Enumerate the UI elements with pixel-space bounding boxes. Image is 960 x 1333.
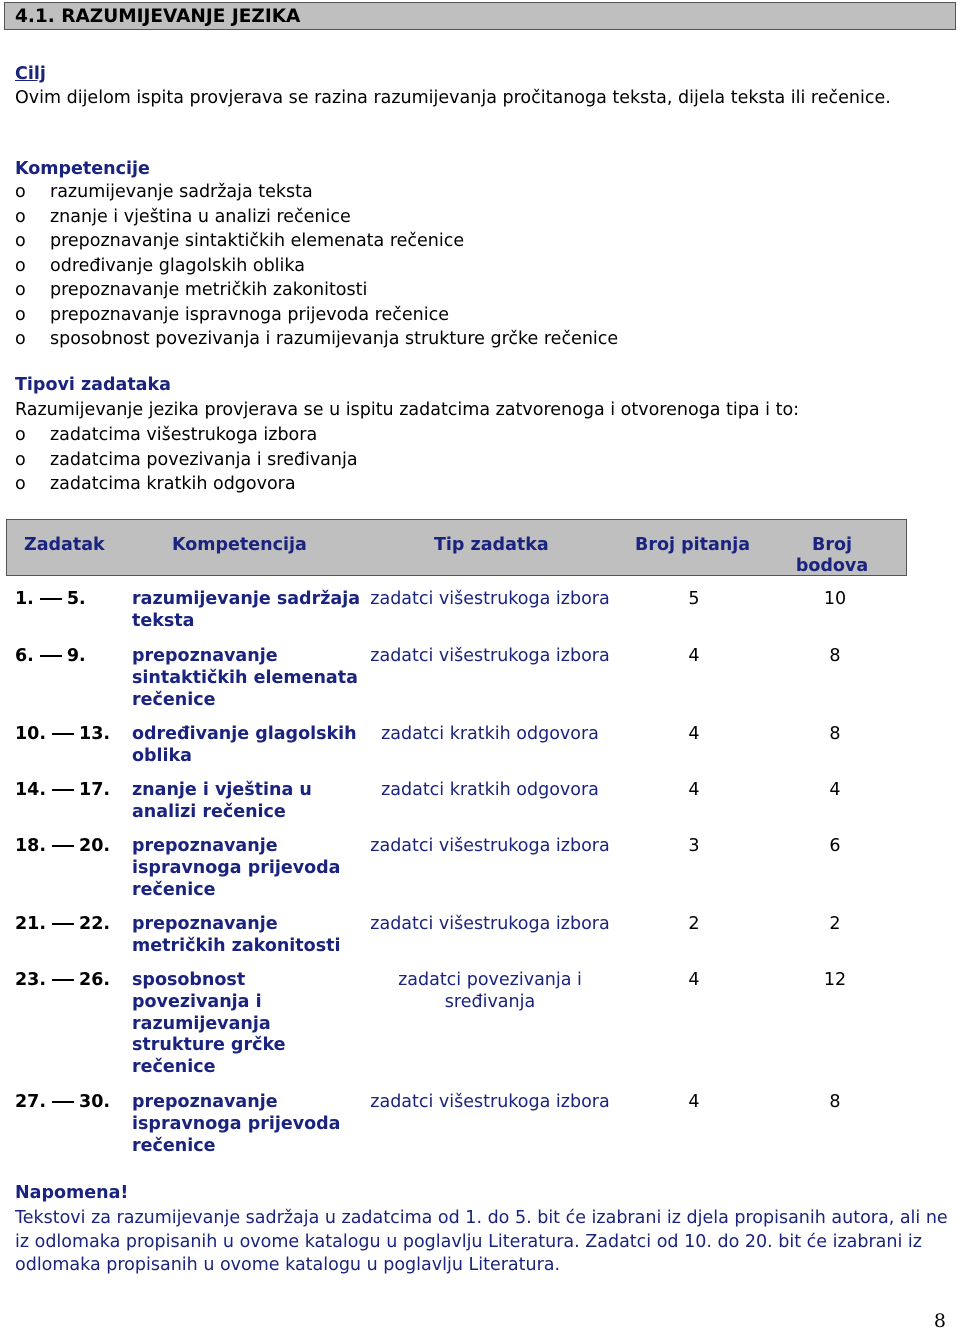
header-task: Zadatak	[24, 535, 105, 555]
task-from: 1.	[15, 589, 34, 609]
task-to: 26.	[79, 970, 111, 990]
task-from: 10.	[15, 724, 47, 744]
competences-list	[15, 180, 618, 352]
list-item-text: zadatcima kratkih odgovora	[50, 474, 296, 494]
task-from: 21.	[15, 914, 47, 934]
note-text: Tekstovi za razumijevanje sadržaja u zadatcima od 1. do 5. bit će izabrani iz djela propisanih autora, ali ne iz odlomaka propisanih u ovome katalogu u poglavlju Literatura. Zadatci od 10. do 20. bit će izabrani iz odlomaka propisanih u ovome katalogu u poglavlju Literatura.	[15, 1208, 948, 1276]
task-from: 6.	[15, 646, 34, 666]
competence-cell: znanje i vještina u analizi rečenice	[132, 780, 312, 822]
table-header	[6, 519, 907, 576]
header-points: Broj bodova	[795, 535, 869, 576]
bullet-icon: o	[15, 449, 26, 470]
task-to: 30.	[79, 1092, 111, 1112]
task-range	[15, 970, 127, 992]
list-item-text: razumijevanje sadržaja teksta	[50, 182, 313, 202]
competences-heading: Kompetencije	[15, 159, 150, 179]
header-count: Broj pitanja	[635, 535, 751, 555]
goal-heading: Cilj	[15, 64, 46, 84]
list-item-text: zadatcima povezivanja i sređivanja	[50, 449, 358, 470]
list-item	[15, 448, 358, 473]
type-cell: zadatci višestrukoga izbora	[370, 589, 610, 609]
competence-cell: prepoznavanje sintaktičkih elemenata rečenice	[132, 646, 358, 710]
list-item-text: određivanje glagolskih oblika	[50, 255, 305, 276]
list-item	[15, 229, 618, 254]
list-item	[15, 327, 618, 352]
goal-text: Ovim dijelom ispita provjerava se razina razumijevanja pročitanoga teksta, dijela teksta ili rečenice.	[15, 88, 891, 108]
list-item	[15, 472, 358, 497]
count-cell: 4	[688, 646, 700, 666]
header-competence: Kompetencija	[172, 535, 307, 555]
bullet-icon: o	[15, 255, 26, 276]
competence-cell: određivanje glagolskih oblika	[132, 724, 357, 766]
list-item	[15, 205, 618, 230]
task-types-heading: Tipovi zadataka	[15, 375, 171, 395]
count-cell: 4	[688, 780, 700, 800]
count-cell: 4	[688, 970, 700, 990]
list-item-text: zadatcima višestrukoga izbora	[50, 425, 318, 445]
type-cell: zadatci višestrukoga izbora	[370, 914, 610, 934]
bullet-icon: o	[15, 474, 26, 494]
list-item-text: prepoznavanje ispravnoga prijevoda rečenice	[50, 304, 449, 325]
page-number: 8	[933, 1310, 946, 1332]
competence-cell: prepoznavanje ispravnoga prijevoda rečenice	[132, 1092, 341, 1156]
range-dash	[52, 845, 74, 847]
section-title: 4.1. RAZUMIJEVANJE JEZIKA	[4, 2, 956, 30]
range-dash	[52, 979, 74, 981]
list-item-text: prepoznavanje metričkih zakonitosti	[50, 280, 368, 300]
bullet-icon: o	[15, 425, 26, 445]
task-from: 27.	[15, 1092, 47, 1112]
task-to: 17.	[79, 780, 111, 800]
points-cell: 8	[829, 724, 841, 744]
list-item-text: prepoznavanje sintaktičkih elemenata rečenice	[50, 231, 465, 251]
task-range	[15, 914, 127, 936]
count-cell: 4	[688, 724, 700, 744]
range-dash	[52, 923, 74, 925]
points-cell: 8	[829, 646, 841, 666]
points-cell: 6	[829, 836, 841, 856]
task-to: 9.	[66, 646, 86, 666]
type-cell: zadatci kratkih odgovora	[381, 780, 599, 800]
list-item	[15, 278, 618, 303]
task-types-intro: Razumijevanje jezika provjerava se u ispitu zadatcima zatvorenoga i otvorenoga tipa i to:	[15, 400, 800, 420]
task-range	[15, 780, 127, 802]
count-cell: 5	[688, 589, 700, 609]
bullet-icon: o	[15, 182, 26, 202]
task-types-list	[15, 423, 358, 497]
count-cell: 2	[688, 914, 700, 934]
type-cell: zadatci kratkih odgovora	[381, 724, 599, 744]
task-from: 18.	[15, 836, 47, 856]
points-cell: 2	[829, 914, 841, 934]
task-to: 13.	[79, 724, 111, 744]
range-dash	[52, 1101, 74, 1103]
competence-cell: razumijevanje sadržaja teksta	[132, 589, 361, 631]
competence-cell: prepoznavanje metričkih zakonitosti	[132, 914, 341, 956]
task-to: 5.	[66, 589, 86, 609]
header-type: Tip zadatka	[434, 535, 549, 555]
task-range	[15, 646, 127, 668]
task-from: 14.	[15, 780, 47, 800]
bullet-icon: o	[15, 329, 26, 349]
range-dash	[40, 598, 62, 600]
bullet-icon: o	[15, 206, 26, 227]
type-cell: zadatci povezivanja i sređivanja	[398, 970, 582, 1012]
points-cell: 10	[823, 589, 847, 609]
task-range	[15, 589, 127, 611]
count-cell: 3	[688, 836, 700, 856]
list-item	[15, 180, 618, 205]
type-cell: zadatci višestrukoga izbora	[370, 836, 610, 856]
bullet-icon: o	[15, 304, 26, 325]
type-cell: zadatci višestrukoga izbora	[370, 646, 610, 666]
range-dash	[52, 733, 74, 735]
task-to: 20.	[79, 836, 111, 856]
count-cell: 4	[688, 1092, 700, 1112]
task-range	[15, 1092, 127, 1114]
type-cell: zadatci višestrukoga izbora	[370, 1092, 610, 1112]
list-item	[15, 254, 618, 279]
list-item-text: sposobnost povezivanja i razumijevanja strukture grčke rečenice	[50, 329, 619, 349]
bullet-icon: o	[15, 280, 26, 300]
task-range	[15, 836, 127, 858]
points-cell: 4	[829, 780, 841, 800]
note-heading: Napomena!	[15, 1183, 129, 1203]
list-item	[15, 423, 358, 448]
task-to: 22.	[79, 914, 111, 934]
task-range	[15, 724, 127, 746]
list-item-text: znanje i vještina u analizi rečenice	[50, 206, 351, 227]
task-from: 23.	[15, 970, 47, 990]
list-item	[15, 303, 618, 328]
points-cell: 12	[823, 970, 847, 990]
competence-cell: sposobnost povezivanja i razumijevanja strukture grčke rečenice	[132, 970, 286, 1078]
points-cell: 8	[829, 1092, 841, 1112]
bullet-icon: o	[15, 231, 26, 251]
competence-cell: prepoznavanje ispravnoga prijevoda rečenice	[132, 836, 341, 900]
range-dash	[40, 655, 62, 657]
range-dash	[52, 789, 74, 791]
